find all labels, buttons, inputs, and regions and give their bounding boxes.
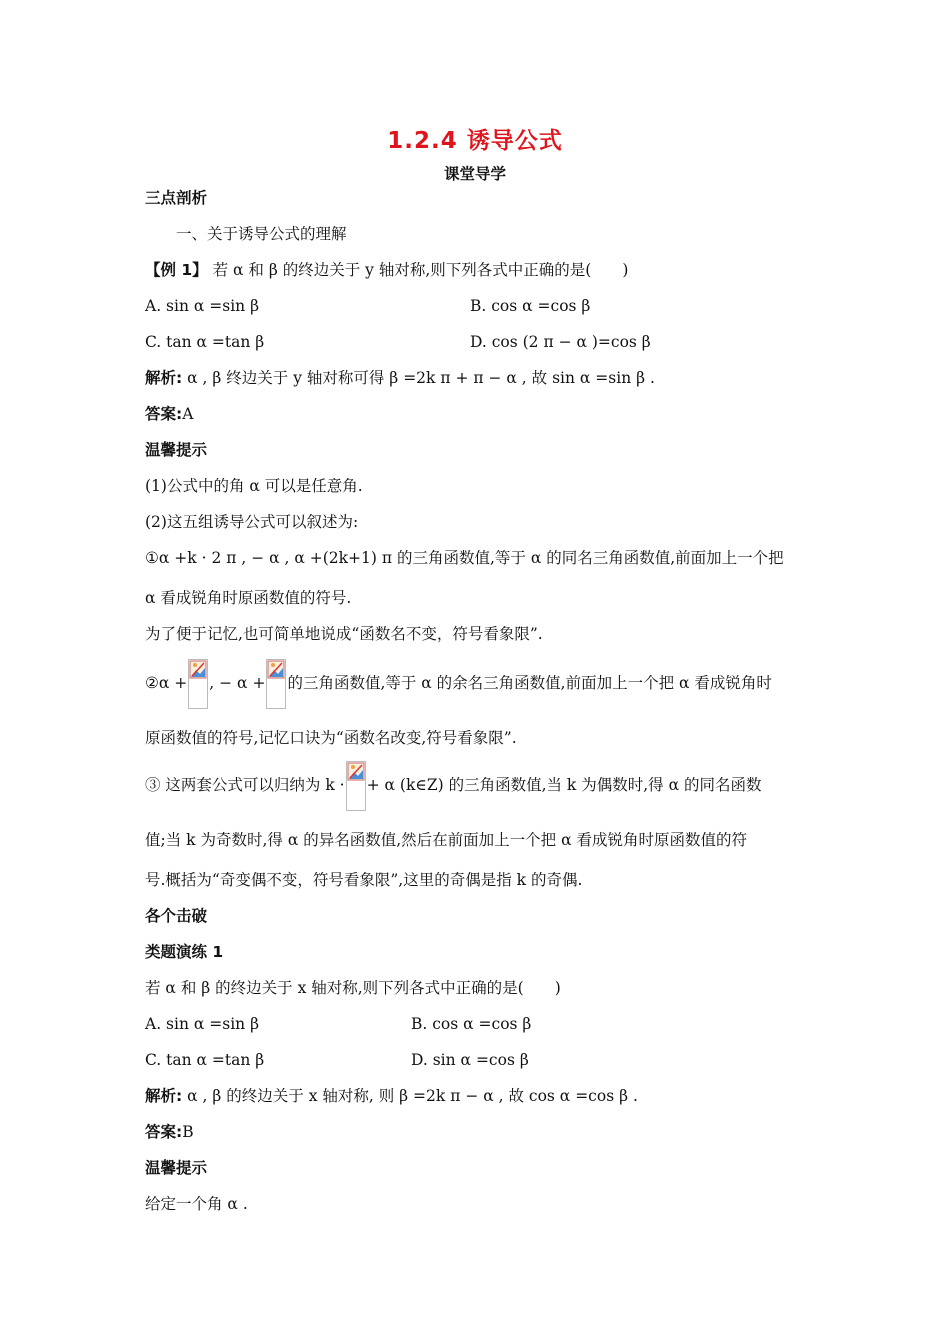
- page-title: 1.2.4 诱导公式: [387, 128, 563, 154]
- analysis-text: α , β 的终边关于 x 轴对称, 则 β =2k π − α , 故 cos α =cos β .: [182, 1087, 638, 1105]
- analysis-label: 解析:: [145, 1087, 183, 1105]
- section-heading-2: 各个击破: [145, 907, 208, 925]
- subsection-heading-1: 一、关于诱导公式的理解: [176, 225, 347, 243]
- example-1-text: 若 α 和 β 的终边关于 y 轴对称,则下列各式中正确的是( ): [207, 261, 629, 279]
- answer-value: B: [182, 1123, 194, 1141]
- analysis-text: α , β 终边关于 y 轴对称可得 β =2k π + π − α , 故 sin α =sin β .: [182, 369, 655, 387]
- example-1-analysis: [145, 368, 655, 388]
- practice-question: 若 α 和 β 的终边关于 x 轴对称,则下列各式中正确的是( ): [145, 979, 561, 997]
- tip-1-p5b: 原函数值的符号,记忆口诀为“函数名改变,符号看象限”.: [145, 729, 517, 747]
- example-1-option-d: D. cos (2 π − α )=cos β: [470, 333, 651, 351]
- practice-analysis: [145, 1086, 638, 1106]
- answer-label: 答案:: [145, 405, 183, 423]
- tip-1-p6c: 号.概括为“奇变偶不变，符号看象限”,这里的奇偶是指 k 的奇偶.: [145, 871, 583, 889]
- tip-2-heading: 温馨提示: [145, 1159, 208, 1177]
- tip-1-p4: 为了便于记忆,也可简单地说成“函数名不变，符号看象限”.: [145, 625, 543, 643]
- tip-1-p5a: [145, 658, 772, 709]
- example-1-option-a: A. sin α =sin β: [145, 297, 260, 315]
- answer-value: A: [182, 405, 194, 423]
- p5a-part3: 的三角函数值,等于 α 的余名三角函数值,前面加上一个把 α 看成锐角时: [287, 674, 772, 692]
- example-1-question: [145, 260, 628, 280]
- broken-formula-image-icon: [346, 761, 366, 811]
- practice-option-c: C. tan α =tan β: [145, 1051, 265, 1069]
- tip-1-heading: 温馨提示: [145, 441, 208, 459]
- practice-answer: [145, 1122, 194, 1142]
- tip-1-p3b: α 看成锐角时原函数值的符号.: [145, 589, 352, 607]
- practice-heading: 类题演练 1: [145, 943, 224, 961]
- practice-option-b: B. cos α =cos β: [411, 1015, 532, 1033]
- p6a-part2: + α (k∈Z) 的三角函数值,当 k 为偶数时,得 α 的同名函数: [366, 776, 762, 794]
- tip-1-p6a: [145, 760, 762, 811]
- example-1-option-c: C. tan α =tan β: [145, 333, 265, 351]
- analysis-label: 解析:: [145, 369, 183, 387]
- tip-1-p3a: ①α +k · 2 π , − α , α +(2k+1) π 的三角函数值,等于 α 的同名三角函数值,前面加上一个把: [145, 549, 784, 567]
- example-1-option-b: B. cos α =cos β: [470, 297, 591, 315]
- page-subtitle: 课堂导学: [443, 165, 506, 183]
- p6a-part1: ③ 这两套公式可以归纳为 k ·: [145, 776, 345, 794]
- tip-1-p6b: 值;当 k 为奇数时,得 α 的异名函数值,然后在前面加上一个把 α 看成锐角时原函数值的符: [145, 831, 747, 849]
- tip-1-p2: (2)这五组诱导公式可以叙述为:: [145, 513, 359, 531]
- answer-label: 答案:: [145, 1123, 183, 1141]
- tip-2-p1: 给定一个角 α .: [145, 1195, 248, 1213]
- broken-formula-image-icon: [188, 659, 208, 709]
- practice-option-d: D. sin α =cos β: [411, 1051, 529, 1069]
- p5a-part2: , − α +: [209, 674, 266, 692]
- practice-option-a: A. sin α =sin β: [145, 1015, 260, 1033]
- tip-1-p1: (1)公式中的角 α 可以是任意角.: [145, 477, 363, 495]
- p5a-part1: ②α +: [145, 674, 188, 692]
- section-heading-1: 三点剖析: [145, 189, 208, 207]
- example-1-answer: [145, 404, 193, 424]
- broken-formula-image-icon: [266, 659, 286, 709]
- example-1-label: 【例 1】: [145, 261, 208, 279]
